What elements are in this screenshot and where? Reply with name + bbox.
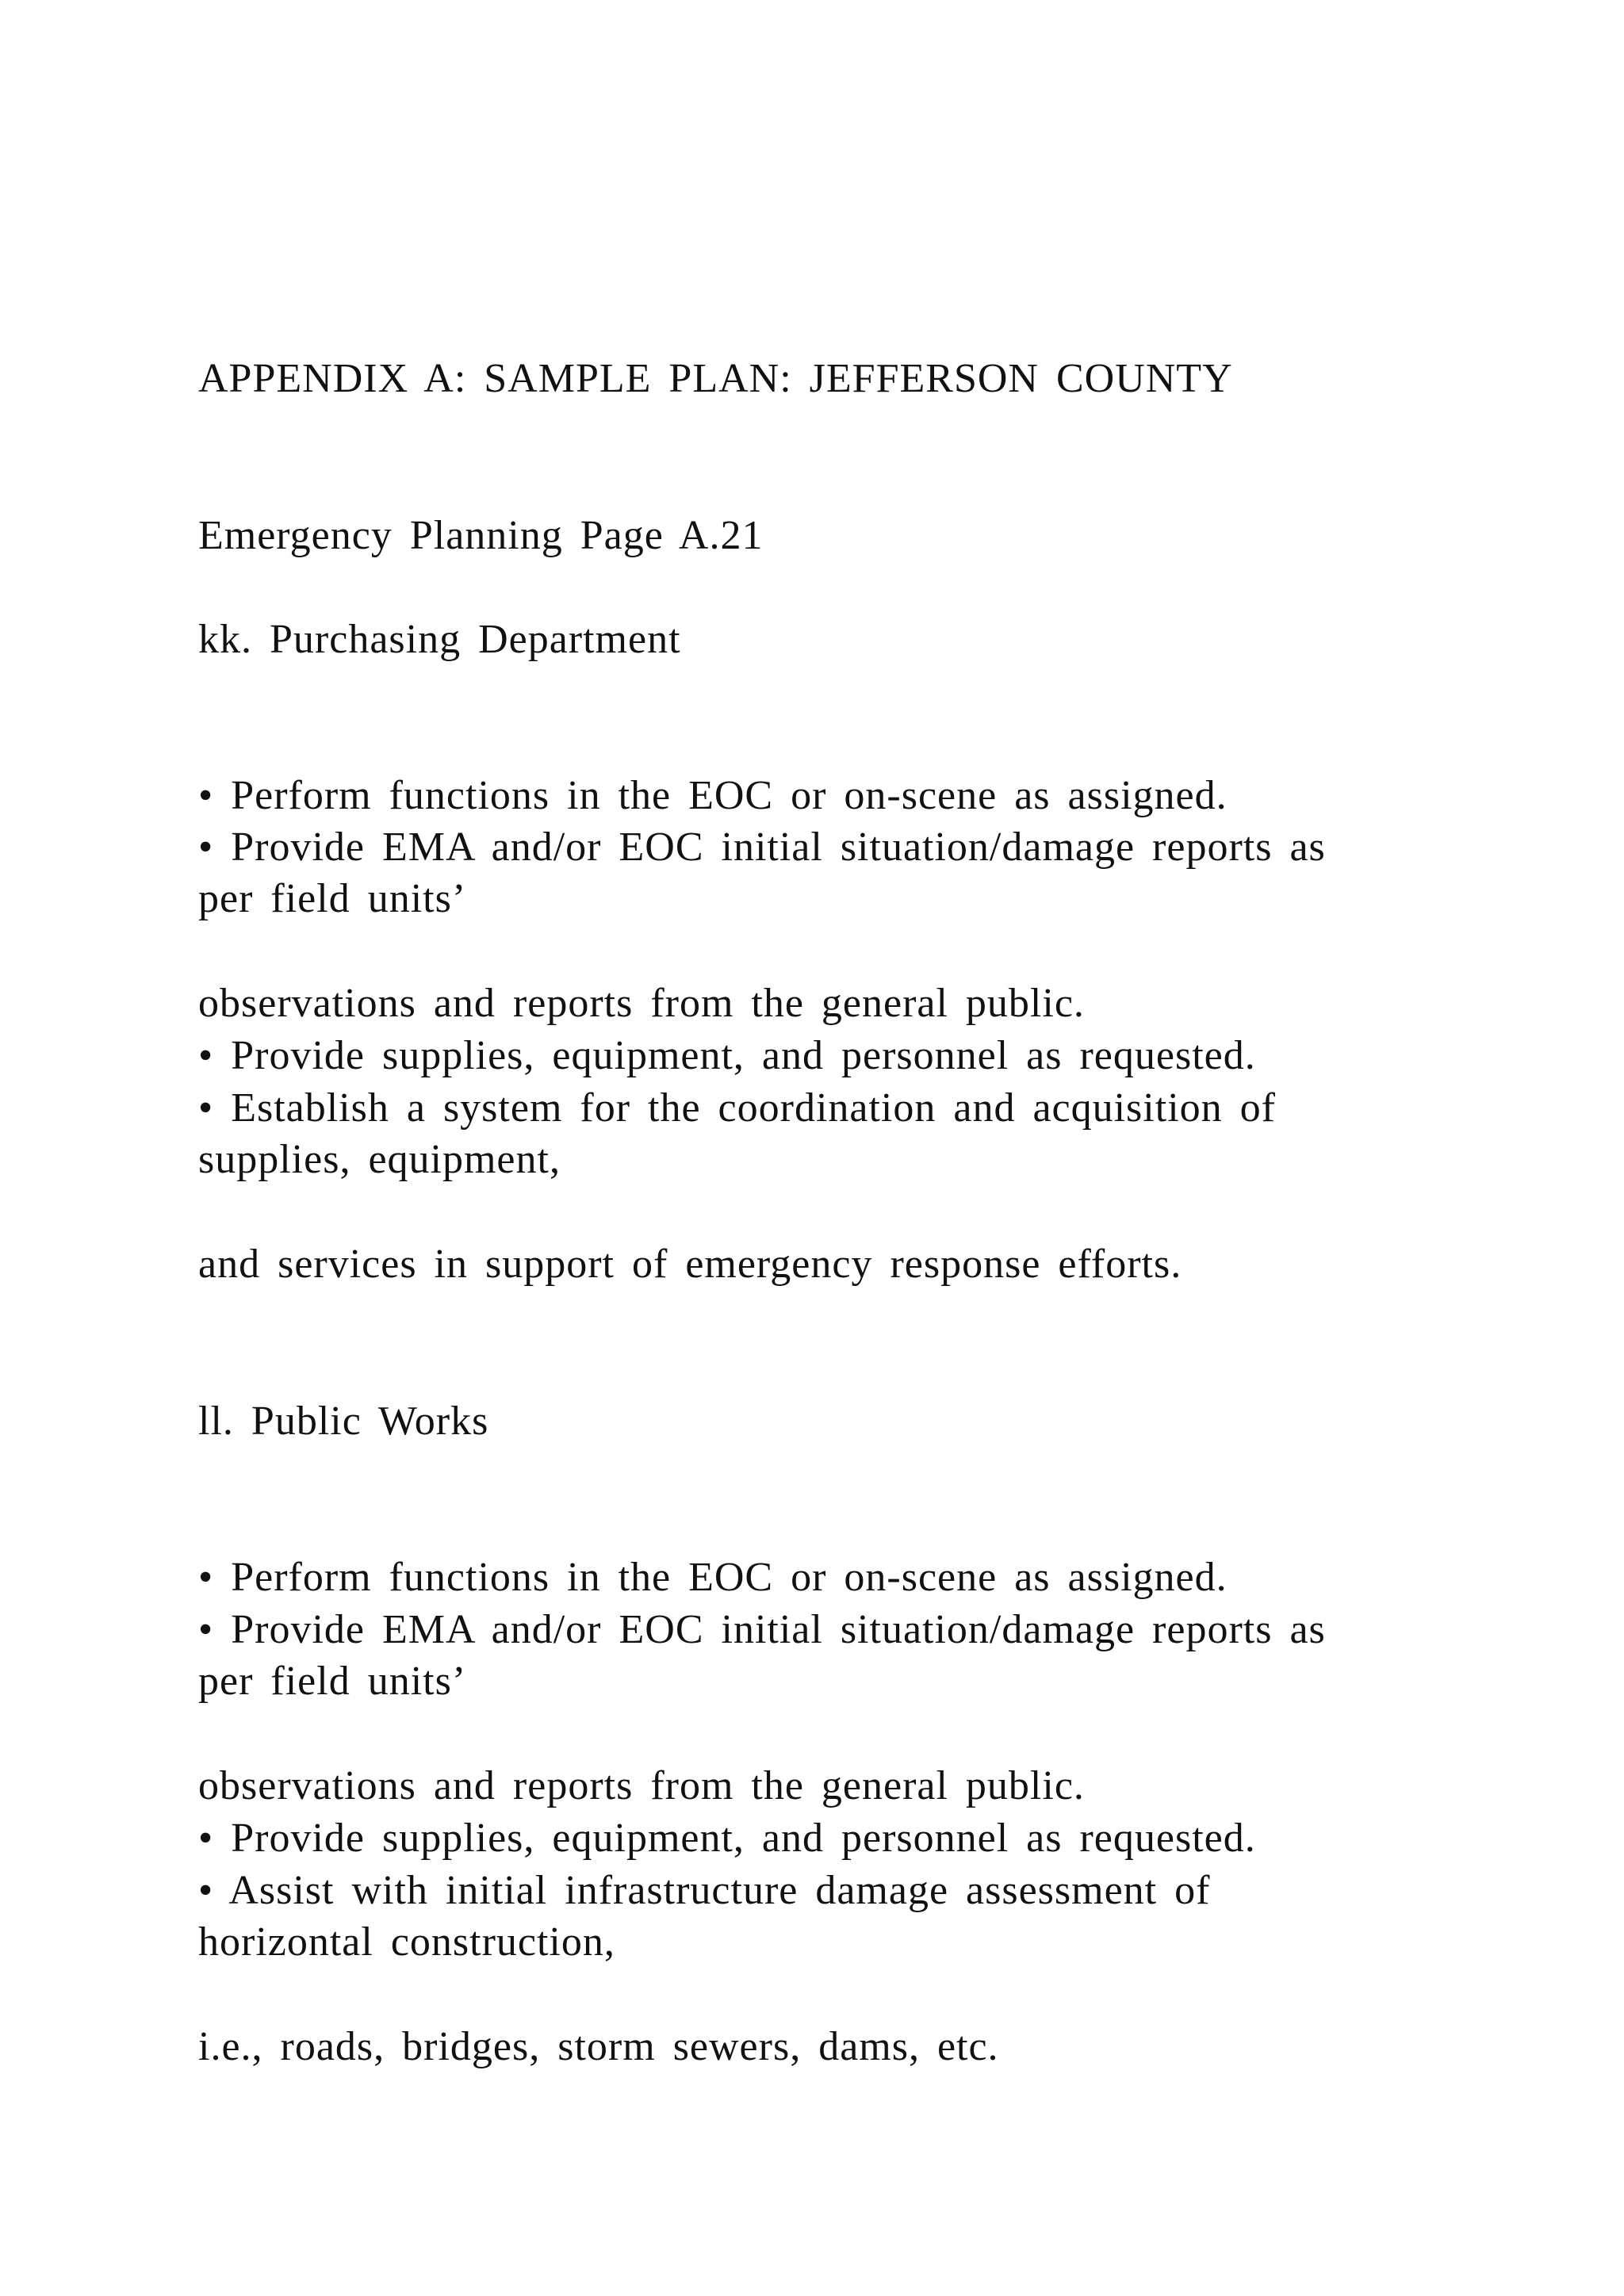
bullet-perform-functions: • Perform functions in the EOC or on-scene as assigned. [198,773,1228,818]
bullet-provide-reports: • Provide EMA and/or EOC initial situation/damage reports as [198,825,1326,870]
text-line: and services in support of emergency response efforts. [198,1242,1182,1287]
bullet-assist-assessment: • Assist with initial infrastructure damage assessment of [198,1868,1211,1913]
text-line: per field units’ [198,1659,467,1704]
bullet-provide-reports: • Provide EMA and/or EOC initial situation/damage reports as [198,1607,1326,1652]
bullet-perform-functions: • Perform functions in the EOC or on-scene as assigned. [198,1555,1228,1600]
section-heading-public-works: ll. Public Works [198,1399,489,1444]
bullet-establish-system: • Establish a system for the coordination and acquisition of [198,1085,1276,1131]
bullet-provide-supplies: • Provide supplies, equipment, and personnel as requested. [198,1816,1256,1861]
page-header: Emergency Planning Page A.21 [198,513,764,558]
text-line: horizontal construction, [198,1919,615,1965]
text-line: supplies, equipment, [198,1137,561,1182]
section-heading-purchasing: kk. Purchasing Department [198,617,681,662]
text-line: observations and reports from the general public. [198,981,1085,1026]
text-line: per field units’ [198,876,467,921]
text-line: observations and reports from the general public. [198,1763,1085,1808]
bullet-provide-supplies: • Provide supplies, equipment, and personnel as requested. [198,1033,1256,1078]
document-title: APPENDIX A: SAMPLE PLAN: JEFFERSON COUNTY [198,356,1233,401]
text-line: i.e., roads, bridges, storm sewers, dams, etc. [198,2024,999,2069]
